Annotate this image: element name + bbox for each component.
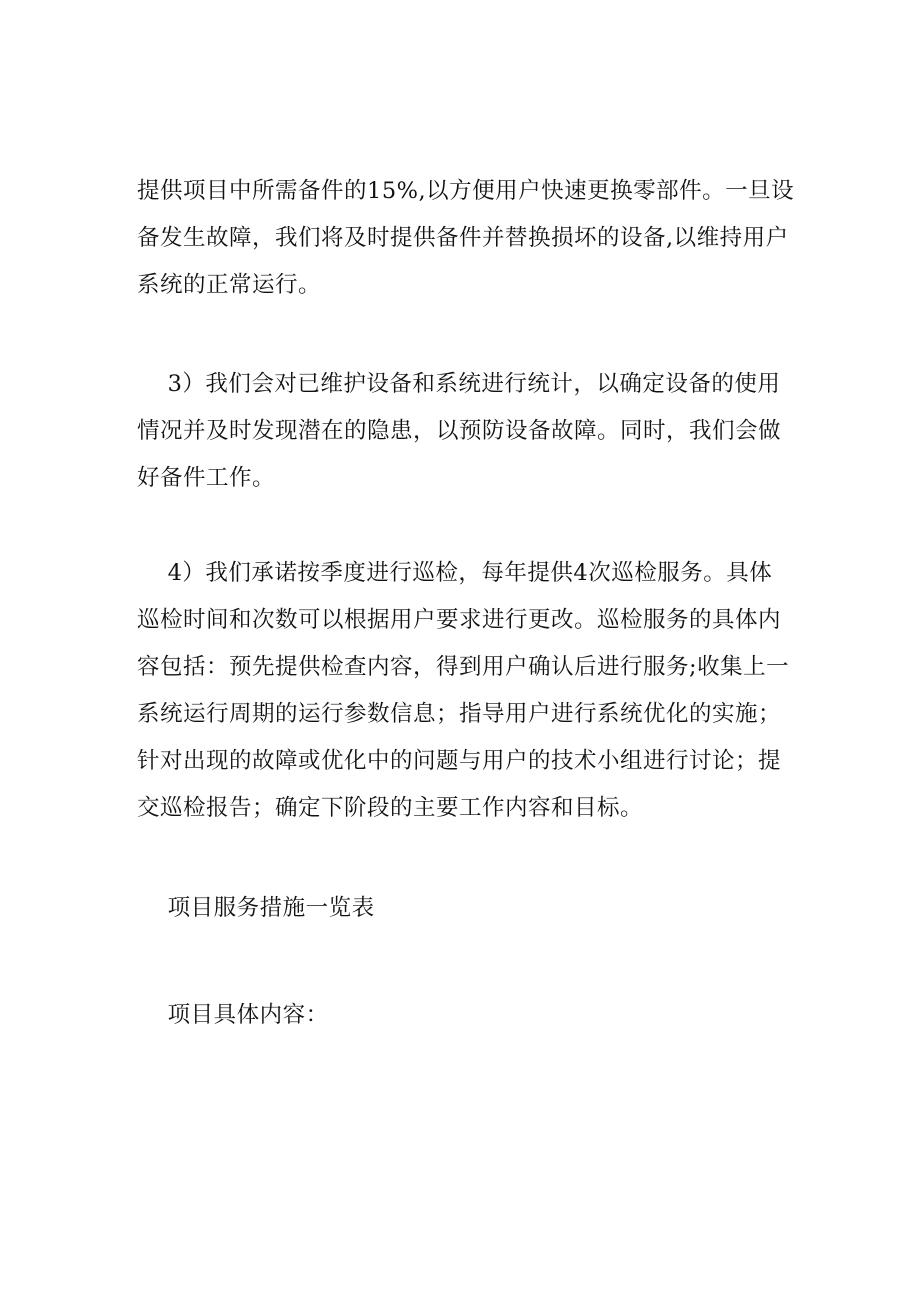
- section-heading-service-measures: [137, 885, 797, 932]
- text-line: 系统运行周期的运行参数信息；指导用户进行系统优化的实施；: [137, 701, 782, 727]
- text-line: 交巡检报告；确定下阶段的主要工作内容和目标。: [137, 795, 644, 821]
- text-line: 提供项目中所需备件的15%,以方便用户快速更换零部件。一旦设: [137, 178, 795, 204]
- text-line: 备发生故障，我们将及时提供备件并替换损坏的设备,以维持用户: [137, 225, 789, 251]
- heading-text: 项目具体内容：: [137, 1002, 329, 1028]
- section-heading-project-content: [137, 992, 797, 1039]
- text-line: 容包括：预先提供检查内容，得到用户确认后进行服务;收集上一: [137, 654, 790, 680]
- text-line: 巡检时间和次数可以根据用户要求进行更改。巡检服务的具体内: [137, 607, 782, 633]
- paragraph-spare-parts: [137, 168, 797, 309]
- paragraph-statistics: [137, 361, 797, 502]
- text-line: 情况并及时发现潜在的隐患，以预防设备故障。同时，我们会做: [137, 418, 782, 444]
- text-line: 系统的正常运行。: [137, 272, 322, 298]
- text-line: 针对出现的故障或优化中的问题与用户的技术小组进行讨论；提: [137, 748, 782, 774]
- paragraph-inspection: [137, 550, 797, 832]
- text-line: 3）我们会对已维护设备和系统进行统计，以确定设备的使用: [137, 371, 781, 397]
- heading-text: 项目服务措施一览表: [137, 895, 375, 921]
- text-line: 4）我们承诺按季度进行巡检，每年提供4次巡检服务。具体: [137, 560, 773, 586]
- text-line: 好备件工作。: [137, 465, 276, 491]
